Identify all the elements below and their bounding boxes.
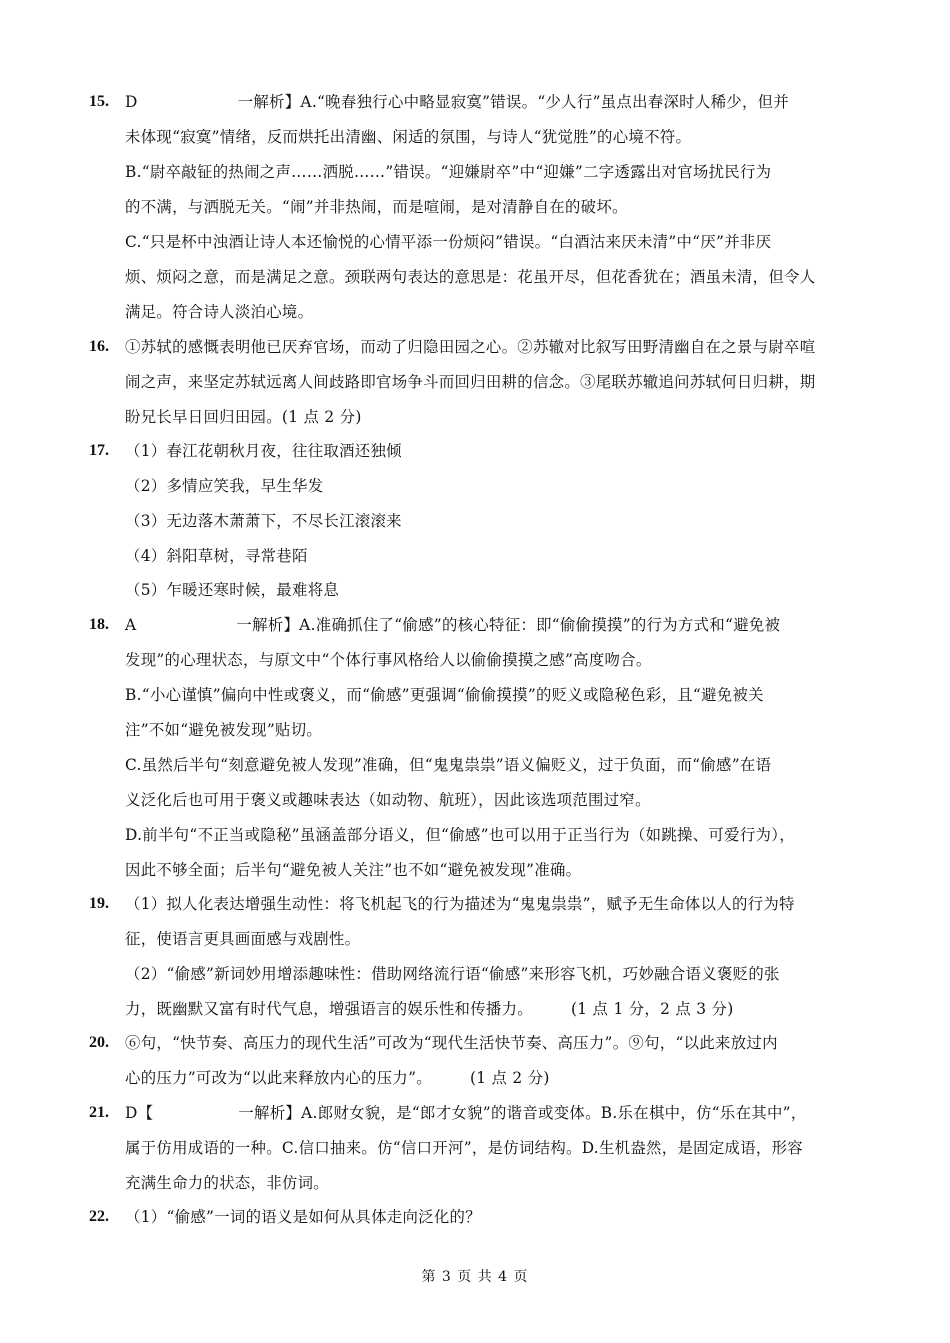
- question-number: 19.: [89, 895, 109, 912]
- question-number: 15.: [89, 93, 109, 110]
- text-line: 因此不够全面；后半句“避免被人关注”也不如“避免被发现”准确。: [125, 861, 582, 879]
- text-line: （5）乍暖还寒时候，最难将息: [125, 581, 340, 599]
- text-line: D.前半句“不正当或隐秘”虽涵盖部分语义，但“偷感”也可以用于正当行为（如跳操、可爱行为），: [125, 826, 795, 844]
- question-number: 18.: [89, 616, 109, 633]
- text-line: 未体现“寂寞”情绪，反而烘托出清幽、闲适的氛围，与诗人“犹觉胜”的心境不符。: [125, 128, 692, 146]
- text-line: C.虽然后半句“刻意避免被人发现”准确，但“鬼鬼祟祟”语义偏贬义，过于负面，而“偷感”在语: [125, 756, 772, 774]
- text-line: 注”不如“避免被发现”贴切。: [125, 721, 323, 739]
- question-number: 16.: [89, 338, 109, 355]
- score-note: (1 点 2 分): [469, 1069, 550, 1087]
- text-line: [125, 999, 734, 1019]
- question-number: 21.: [89, 1104, 109, 1121]
- text-line: ⑥句，“快节奏、高压力的现代生活”可改为“现代生活快节奏、高压力”。⑨句，“以此来放过内: [125, 1034, 778, 1052]
- text-line: 烦、烦闷之意，而是满足之意。颈联两句表达的意思是：花虽开尽，但花香犹在；酒虽未清，但令人: [125, 268, 816, 286]
- text-line: 义泛化后也可用于褒义或趣味表达（如动物、航班），因此该选项范围过窄。: [125, 791, 651, 809]
- answer-line: [125, 92, 789, 112]
- text-line: （4）斜阳草树，寻常巷陌: [125, 547, 308, 565]
- text-line: （1）“偷感”一词的语义是如何从具体走向泛化的？: [125, 1208, 481, 1226]
- answer-letter: D: [125, 93, 138, 111]
- text-line: B.“尉卒敲钲的热闹之声……洒脱……”错误。“迎嫌尉卒”中“迎嫌”二字透露出对官场扰民行为: [125, 163, 772, 181]
- answer-line: [125, 615, 780, 635]
- text-line: （2）“偷感”新词妙用增添趣味性：借助网络流行语“偷感”来形容飞机，巧妙融合语义褒贬的张: [125, 965, 780, 983]
- text-span: 心的压力”可改为“以此来释放内心的压力”。: [125, 1069, 432, 1087]
- question-number: 20.: [89, 1034, 109, 1051]
- analysis-text: 一解析】A.准确抓住了“偷感”的核心特征：即“偷偷摸摸”的行为方式和“避免被: [236, 616, 781, 634]
- text-line: （3）无边落木萧萧下，不尽长江滚滚来: [125, 512, 402, 530]
- text-line: 闹之声，来坚定苏轼远离人间歧路即官场争斗而回归田耕的信念。③尾联苏辙追问苏轼何日归耕，期: [125, 373, 816, 391]
- analysis-text: 一解析】A.郎财女貌，是“郎才女貌”的谐音或变体。B.乐在棋中，仿“乐在其中”，: [238, 1104, 807, 1122]
- text-line: ①苏轼的感慨表明他已厌弃官场，而动了归隐田园之心。②苏辙对比叙写田野清幽自在之景与尉卒喧: [125, 338, 816, 356]
- text-line: 盼兄长早日回归田园。(1 点 2 分): [125, 408, 362, 426]
- text-line: 满足。符合诗人淡泊心境。: [125, 303, 314, 321]
- text-line: 充满生命力的状态，非仿词。: [125, 1174, 329, 1192]
- page-footer: 第 3 页 共 4 页: [421, 1269, 529, 1285]
- text-line: B.“小心谨慎”偏向中性或褒义，而“偷感”更强调“偷偷摸摸”的贬义或隐秘色彩，且“避免被关: [125, 686, 764, 704]
- answer-letter: D【: [125, 1104, 154, 1122]
- text-line: （2）多情应笑我，早生华发: [125, 477, 324, 495]
- text-line: （1）春江花朝秋月夜，往往取酒还独倾: [125, 442, 402, 460]
- text-line: 征，使语言更具画面感与戏剧性。: [125, 930, 361, 948]
- answer-line: [125, 1103, 807, 1123]
- question-number: 22.: [89, 1208, 109, 1225]
- text-line: 的不满，与洒脱无关。“闹”并非热闹，而是喧闹，是对清静自在的破坏。: [125, 198, 628, 216]
- answer-letter: A: [125, 616, 137, 634]
- score-note: (1 点 1 分，2 点 3 分): [570, 1000, 734, 1018]
- text-line: （1）拟人化表达增强生动性：将飞机起飞的行为描述为“鬼鬼祟祟”，赋予无生命体以人的行为特: [125, 895, 795, 913]
- text-line: 发现”的心理状态，与原文中“个体行事风格给人以偷偷摸摸之感”高度吻合。: [125, 651, 652, 669]
- text-line: C.“只是杯中浊酒让诗人本还愉悦的心情平添一份烦闷”错误。“白酒沽来厌未清”中“厌”并非厌: [125, 233, 772, 251]
- text-line: [125, 1068, 550, 1088]
- text-span: 力，既幽默又富有时代气息，增强语言的娱乐性和传播力。: [125, 1000, 533, 1018]
- question-number: 17.: [89, 442, 109, 459]
- text-line: 属于仿用成语的一种。C.信口抽来。仿“信口开河”，是仿词结构。D.生机盎然，是固定成语，形容: [125, 1139, 803, 1157]
- analysis-text: 一解析】A.“晚春独行心中略显寂寞”错误。“少人行”虽点出春深时人稀少，但并: [237, 93, 790, 111]
